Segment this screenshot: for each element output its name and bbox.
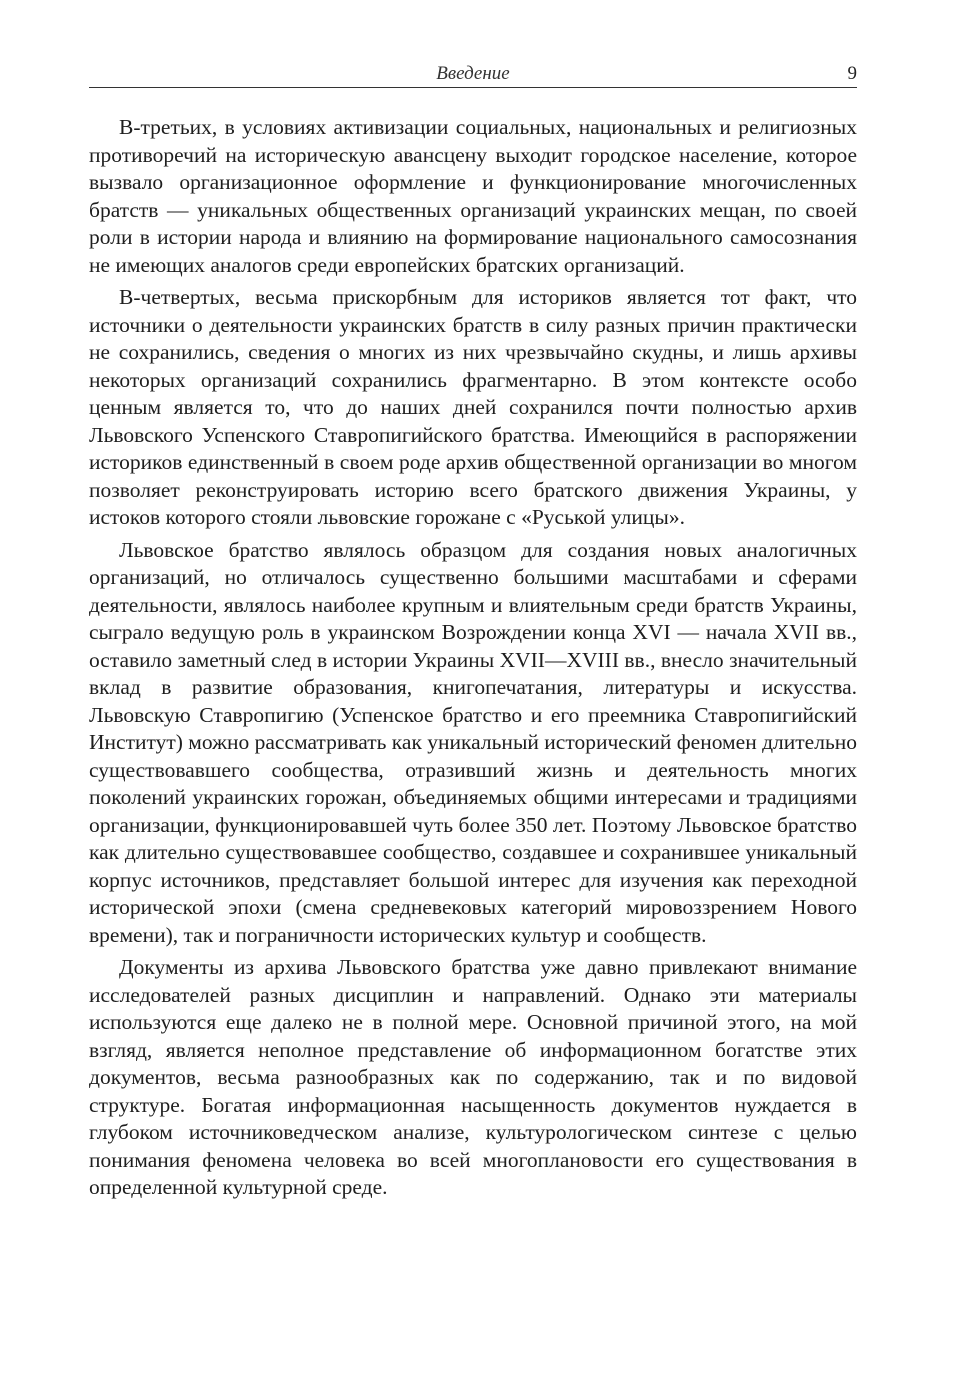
section-title: Введение [436, 63, 510, 84]
paragraph: В-четвертых, весьма прискорбным для историков является тот факт, что источники о деятельности украинских братств в силу разных причин практически не сохранились, сведения о многих из них чрезвычайно скудны, и лишь архивы некоторых организаций сохранились фрагментарно. В этом контексте особо ценным является то, что до наших дней сохранился почти полностью архив Львовского Успенского Ставропигийского братства. Имеющийся в распоряжении историков единственный в своем роде архив общественной организации во многом позволяет реконструировать историю всего братского движения Украины, у истоков которого стояли львовские горожане с «Руськой улицы». [89, 285, 857, 529]
page-number: 9 [847, 63, 857, 84]
body-text [89, 114, 857, 1207]
running-head [89, 63, 857, 88]
paragraph: Львовское братство являлось образцом для создания новых аналогичных организаций, но отличалось существенно большими масштабами и сферами деятельности, являлось наиболее крупным и влиятельным среди братств Украины, сыграло ведущую роль в украинском Возрождении конца XVI — начала XVII вв., оставило заметный след в истории Украины XVII—XVIII вв., внесло значительный вклад в развитие образования, книгопечатания, литературы и искусства. Львовскую Ставропигию (Успенское братство и его преемника Ставропигийский Институт) можно рассматривать как уникальный исторический феномен длительно существовавшего сообщества, отразивший жизнь и деятельность многих поколений украинских горожан, объединяемых общими интересами и традициями организации, функционировавшей чуть более 350 лет. Поэтому Львовское братство как длительно существовавшее сообщество, создавшее и сохранившее уникальный корпус источников, представляет большой интерес для изучения как переходной исторической эпохи (смена средневековых категорий мировоззрением Нового времени), так и пограничности исторических культур и сообществ. [89, 537, 857, 947]
paragraph: Документы из архива Львовского братства уже давно привлекают внимание исследователей разных дисциплин и направлений. Однако эти материалы используются еще далеко не в полной мере. Основной причиной этого, на мой взгляд, является неполное представление об информационном богатстве этих документов, весьма разнообразных как по содержанию, так и по видовой структуре. Богатая информационная насыщенность документов нуждается в глубоком источниковедческом анализе, культурологическом синтезе с целью понимания феномена человека во всей многоплановости его существования в определенной культурной среде. [89, 955, 857, 1199]
paragraph: В-третьих, в условиях активизации социальных, национальных и религиозных противоречий на историческую авансцену выходит городское население, которое вызвало организационное оформление и функционирование многочисленных братств — уникальных общественных организаций украинских мещан, по своей роли в истории народа и влиянию на формирование национального самосознания не имеющих аналогов среди европейских братских организаций. [89, 115, 857, 277]
